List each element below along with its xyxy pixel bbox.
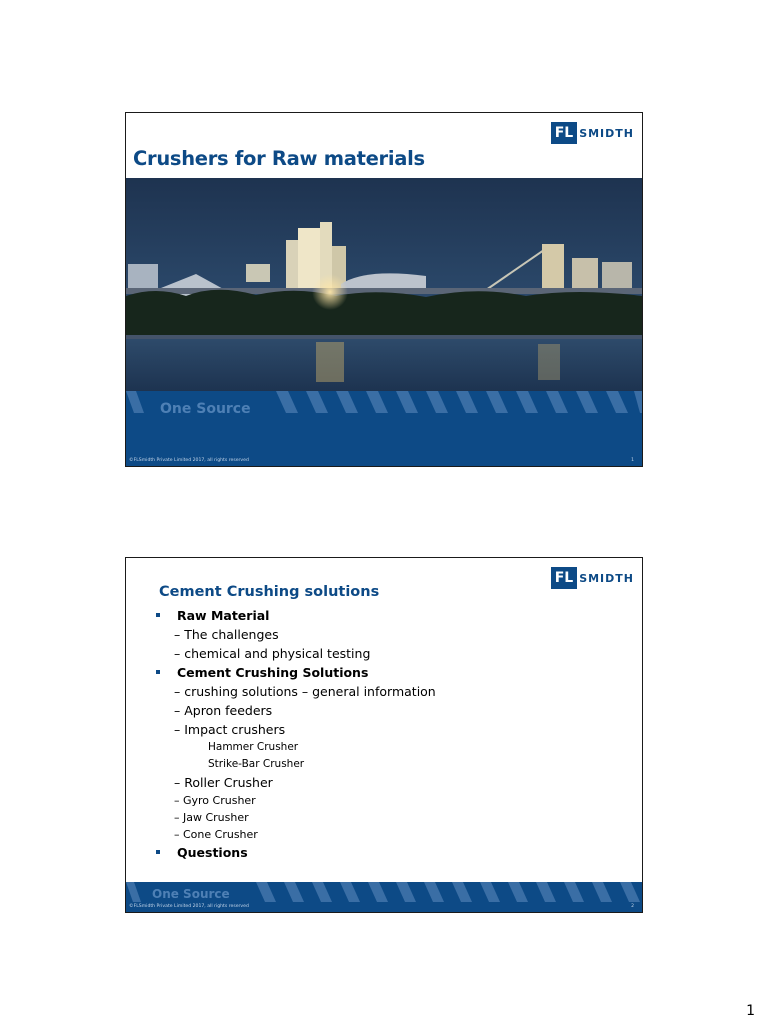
bullet-icon (156, 613, 160, 617)
list-item: Cement Crushing Solutions (154, 663, 624, 682)
cement-plant-photo (126, 178, 642, 391)
footer-band (126, 391, 642, 466)
slide-number: 2 (631, 904, 634, 909)
list-item: Hammer Crusher (208, 741, 299, 753)
list-item: Raw Material (154, 606, 624, 625)
tagline: One Source (160, 401, 251, 417)
slide-1 (125, 112, 643, 467)
slide-number: 1 (631, 458, 634, 463)
bullet-icon (156, 850, 160, 854)
list-item: – The challenges (174, 627, 279, 642)
footer-band (126, 882, 642, 912)
logo-box: FL (551, 567, 577, 589)
copyright: ©FLSmidth Private Limited 2017, all rights reserved (129, 458, 249, 463)
flsmidth-logo (551, 567, 634, 589)
flsmidth-logo (551, 122, 634, 144)
logo-box: FL (551, 122, 577, 144)
logo-text: SMIDTH (579, 126, 634, 140)
list-item: Strike-Bar Crusher (208, 758, 305, 770)
list-item: – crushing solutions – general information (174, 684, 436, 699)
list-item: – Apron feeders (174, 703, 273, 718)
slide-2 (125, 557, 643, 913)
list-item: – Jaw Crusher (174, 811, 249, 824)
bullet-list (154, 606, 624, 862)
copyright: ©FLSmidth Private Limited 2017, all rights reserved (129, 904, 249, 909)
page-number: 1 (746, 1003, 755, 1019)
list-item: Questions (154, 843, 624, 862)
tagline: One Source (152, 887, 230, 901)
slide-title: Cement Crushing solutions (159, 584, 380, 600)
logo-text: SMIDTH (579, 571, 634, 585)
slide-title: Crushers for Raw materials (133, 147, 425, 170)
list-item: – chemical and physical testing (174, 646, 371, 661)
list-item: – Impact crushers (174, 722, 286, 737)
list-item: – Cone Crusher (174, 828, 258, 841)
bullet-icon (156, 670, 160, 674)
list-item: – Roller Crusher (174, 775, 273, 790)
list-item: – Gyro Crusher (174, 794, 256, 807)
